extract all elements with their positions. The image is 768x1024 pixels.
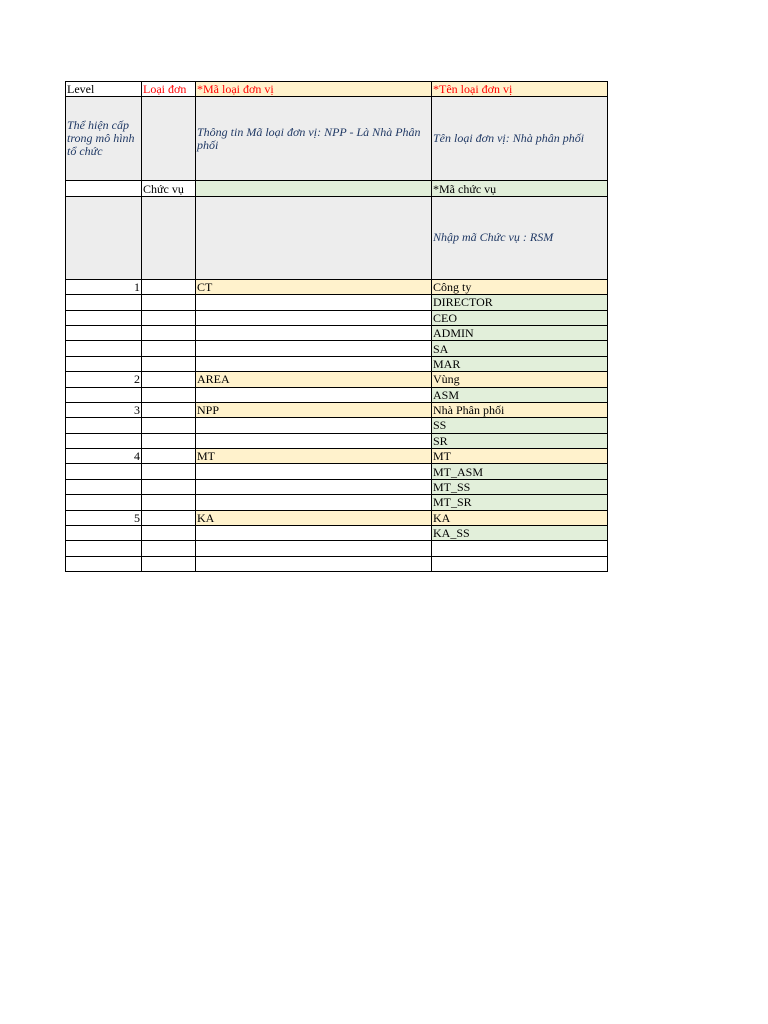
loai-don-cell[interactable] [142,295,196,310]
name-cell[interactable]: MT_SS [432,479,608,494]
table-row [66,325,608,340]
header-ma-loai-don-vi-cell[interactable]: *Mã loại đơn vị [196,82,432,97]
name-cell[interactable]: KA_SS [432,526,608,541]
name-cell[interactable]: Vùng [432,372,608,387]
table-row [66,310,608,325]
name-cell[interactable]: KA [432,510,608,525]
level-cell[interactable] [66,310,142,325]
pos-desc-empty-3[interactable] [196,196,432,279]
loai-don-cell[interactable] [142,433,196,448]
position-header-blank-cell[interactable] [196,181,432,196]
code-cell[interactable] [196,325,432,340]
level-cell[interactable]: 3 [66,402,142,417]
loai-don-cell[interactable] [142,510,196,525]
description-row [66,97,608,181]
name-cell[interactable]: SR [432,433,608,448]
level-cell[interactable] [66,387,142,402]
code-cell[interactable] [196,526,432,541]
loai-don-cell[interactable] [142,325,196,340]
level-cell[interactable] [66,433,142,448]
table-row [66,433,608,448]
header-ten-loai-don-vi-cell[interactable]: *Tên loại đơn vị [432,82,608,97]
code-cell[interactable] [196,310,432,325]
code-cell[interactable] [196,356,432,371]
table-row [66,295,608,310]
name-cell[interactable]: MT_ASM [432,464,608,479]
table-row [66,356,608,371]
pos-desc-hint-cell[interactable]: Nhập mã Chức vụ : RSM [432,196,608,279]
code-cell[interactable] [196,464,432,479]
level-cell[interactable] [66,495,142,510]
code-cell[interactable] [196,556,432,571]
code-cell[interactable] [196,479,432,494]
level-cell[interactable]: 2 [66,372,142,387]
level-cell[interactable] [66,295,142,310]
loai-don-cell[interactable] [142,464,196,479]
level-cell[interactable] [66,526,142,541]
table-row [66,387,608,402]
level-cell[interactable]: 1 [66,279,142,294]
table-row [66,418,608,433]
table-row [66,526,608,541]
code-cell[interactable]: AREA [196,372,432,387]
table-row [66,556,608,571]
code-cell[interactable]: MT [196,449,432,464]
table-row [66,372,608,387]
code-cell[interactable] [196,341,432,356]
name-cell[interactable] [432,541,608,556]
desc-ma-cell[interactable]: Thông tin Mã loại đơn vị: NPP - Là Nhà Phân phối [196,97,432,181]
name-cell[interactable]: MAR [432,356,608,371]
loai-don-cell[interactable] [142,402,196,417]
name-cell[interactable]: SS [432,418,608,433]
code-cell[interactable] [196,495,432,510]
table-row [66,449,608,464]
loai-don-cell[interactable] [142,279,196,294]
position-description-row [66,196,608,279]
code-cell[interactable] [196,418,432,433]
header-loai-don-cell[interactable]: Loại đơn [142,82,196,97]
name-cell[interactable]: Công ty [432,279,608,294]
level-cell[interactable] [66,356,142,371]
name-cell[interactable]: SA [432,341,608,356]
table-row [66,510,608,525]
org-structure-sheet [65,81,608,572]
pos-desc-empty-1[interactable] [66,196,142,279]
pos-desc-empty-2[interactable] [142,196,196,279]
code-cell[interactable] [196,433,432,448]
level-cell[interactable] [66,341,142,356]
loai-don-cell[interactable] [142,556,196,571]
loai-don-cell[interactable] [142,372,196,387]
code-cell[interactable] [196,387,432,402]
name-cell[interactable]: ADMIN [432,325,608,340]
level-cell[interactable] [66,556,142,571]
code-cell[interactable]: KA [196,510,432,525]
level-cell[interactable] [66,464,142,479]
header-ma-chuc-vu-cell[interactable]: *Mã chức vụ [432,181,608,196]
level-cell[interactable]: 4 [66,449,142,464]
name-cell[interactable]: CEO [432,310,608,325]
desc-ten-cell[interactable]: Tên loại đơn vị: Nhà phân phối [432,97,608,181]
table-row [66,341,608,356]
name-cell[interactable]: DIRECTOR [432,295,608,310]
loai-don-cell[interactable] [142,449,196,464]
loai-don-cell[interactable] [142,526,196,541]
code-cell[interactable] [196,541,432,556]
code-cell[interactable]: CT [196,279,432,294]
position-header-empty-cell[interactable] [66,181,142,196]
name-cell[interactable]: Nhà Phân phối [432,402,608,417]
header-level-cell[interactable]: Level [66,82,142,97]
loai-don-cell[interactable] [142,479,196,494]
loai-don-cell[interactable] [142,387,196,402]
level-cell[interactable] [66,418,142,433]
code-cell[interactable]: NPP [196,402,432,417]
header-chuc-vu-cell[interactable]: Chức vụ [142,181,196,196]
level-cell[interactable] [66,325,142,340]
loai-don-cell[interactable] [142,495,196,510]
code-cell[interactable] [196,295,432,310]
loai-don-cell[interactable] [142,418,196,433]
loai-don-cell[interactable] [142,310,196,325]
loai-don-cell[interactable] [142,341,196,356]
table-row [66,279,608,294]
level-cell[interactable] [66,541,142,556]
position-header-row [66,181,608,196]
name-cell[interactable]: MT_SR [432,495,608,510]
table-row [66,479,608,494]
level-cell[interactable] [66,479,142,494]
table-row [66,495,608,510]
table-row [66,541,608,556]
desc-loai-don-cell[interactable] [142,97,196,181]
table-row [66,464,608,479]
table-row [66,402,608,417]
loai-don-cell[interactable] [142,541,196,556]
desc-level-cell[interactable]: Thể hiện cấp trong mô hình tổ chức [66,97,142,181]
name-cell[interactable]: ASM [432,387,608,402]
name-cell[interactable]: MT [432,449,608,464]
loai-don-cell[interactable] [142,356,196,371]
name-cell[interactable] [432,556,608,571]
level-cell[interactable]: 5 [66,510,142,525]
header-row [66,82,608,97]
